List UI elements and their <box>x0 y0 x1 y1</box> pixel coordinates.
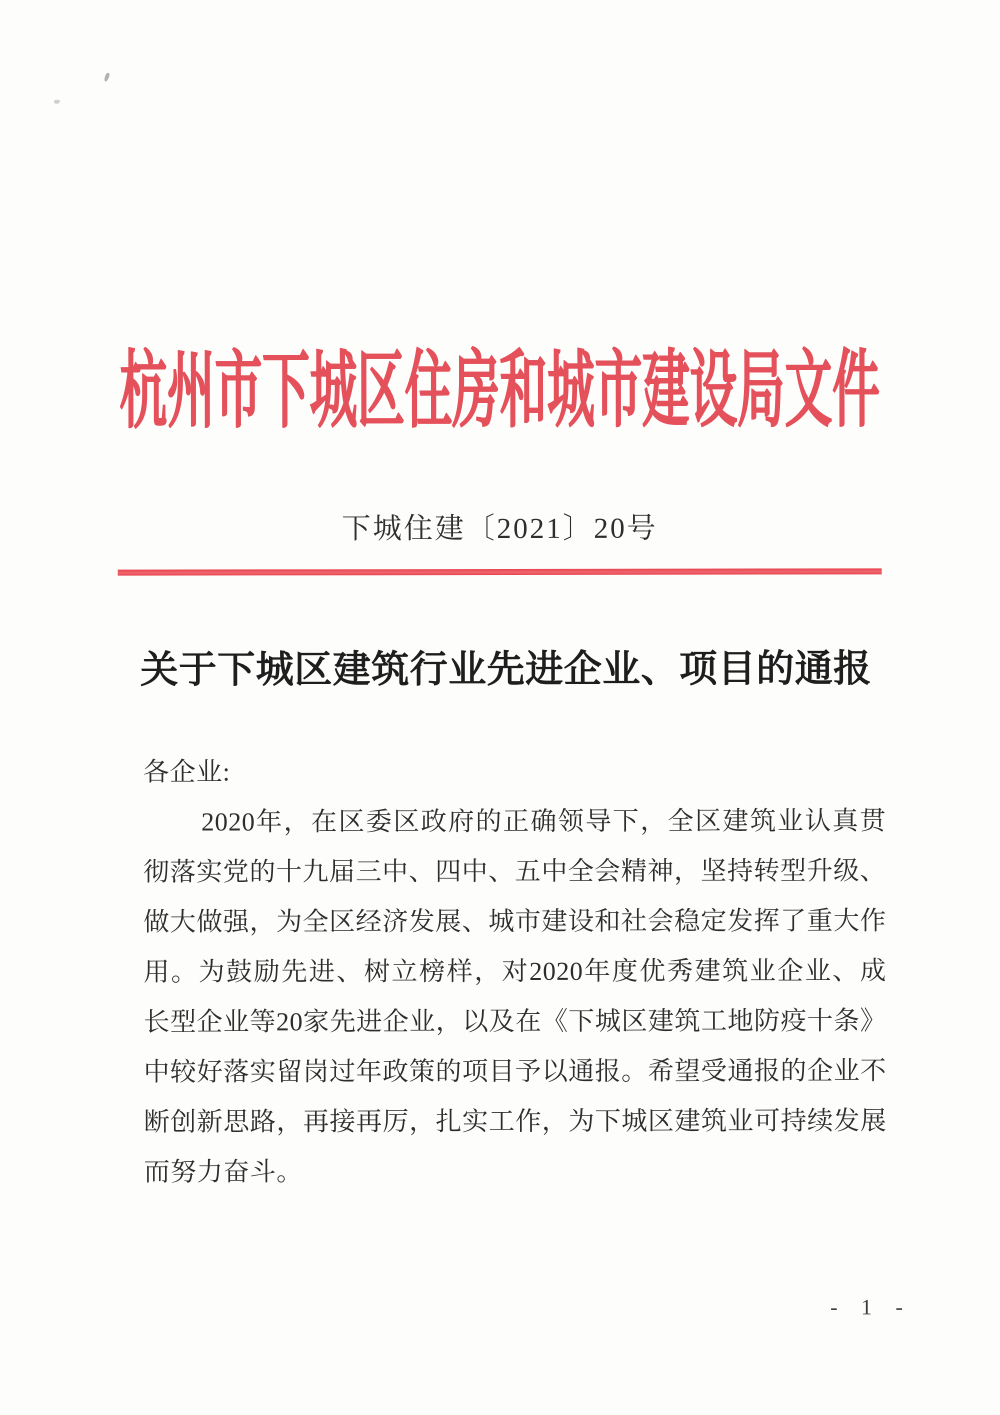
body-line: 彻落实党的十九届三中、四中、五中全会精神，坚持转型升级、 <box>143 856 887 887</box>
scan-speck <box>104 72 111 82</box>
document-number: 下城住建〔2021〕20号 <box>341 512 658 546</box>
red-divider-line <box>118 568 882 575</box>
body-line: 而努力奋斗。 <box>143 1157 303 1187</box>
body-line: 做大做强，为全区经济发展、城市建设和社会稳定发挥了重大作 <box>143 906 887 937</box>
document-body <box>143 746 887 1197</box>
body-line: 长型企业等20家先进企业，以及在《下城区建筑工地防疫十条》 <box>143 1006 887 1037</box>
body-line: 中较好落实留岗过年政策的项目予以通报。希望受通报的企业不 <box>143 1056 887 1087</box>
page-number: - 1 - <box>830 1294 912 1320</box>
agency-header-title: 杭州市下城区住房和城市建设局文件 <box>119 342 880 439</box>
body-line: 用。为鼓励先进、树立榜样，对2020年度优秀建筑业企业、成 <box>143 956 887 987</box>
body-line: 2020年，在区委区政府的正确领导下，全区建筑业认真贯 <box>201 806 887 837</box>
document-title: 关于下城区建筑行业先进企业、项目的通报 <box>140 648 872 692</box>
body-line: 断创新思路，再接再厉，扎实工作，为下城区建筑业可持续发展 <box>143 1106 887 1137</box>
salutation: 各企业: <box>143 757 231 787</box>
scan-speck <box>54 100 60 104</box>
